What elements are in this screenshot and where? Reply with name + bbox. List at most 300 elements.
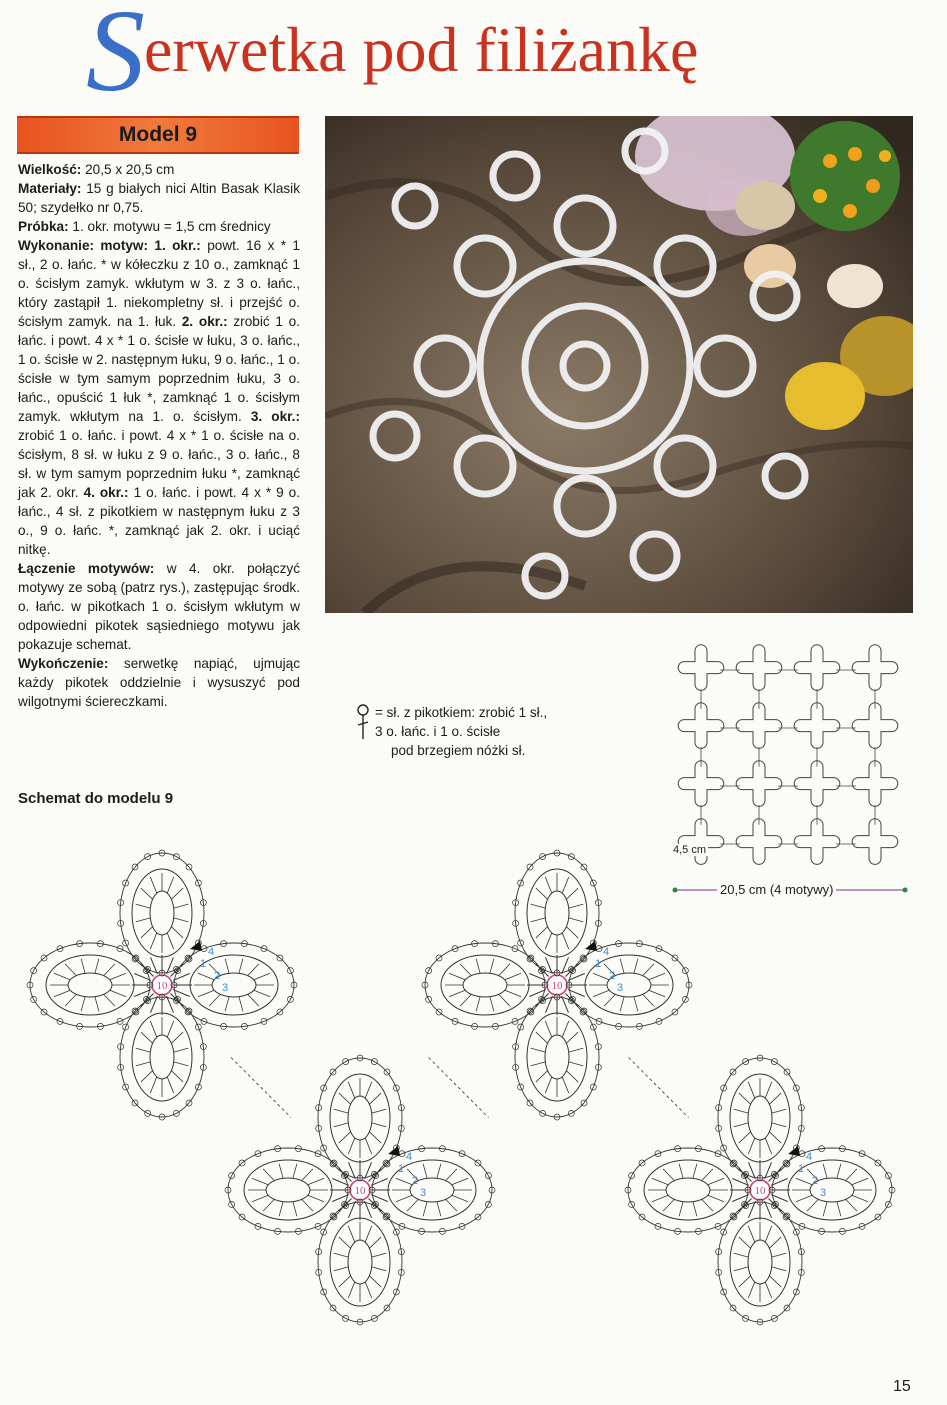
stitch xyxy=(652,1195,668,1202)
chart-motif xyxy=(225,1055,495,1325)
stitch xyxy=(545,877,552,893)
stitch xyxy=(768,1169,781,1182)
stitch xyxy=(748,1138,755,1154)
stitch xyxy=(566,888,578,899)
instruction-text: w 4. okr. połączyć motywy ze sobą (patrz rys.), zastępując środk. o. łańc. w pikotkach 1 o. ścisłym wkłutym w odpowiedni pikotek sąsiedniego motywu jak pokazuje schemat. xyxy=(18,561,300,652)
stitch xyxy=(734,1253,749,1257)
stitch xyxy=(369,1237,381,1248)
model-banner xyxy=(17,116,299,154)
stitch xyxy=(505,990,521,997)
stitch xyxy=(263,1169,274,1181)
stitch xyxy=(545,1021,552,1037)
stitch xyxy=(531,904,546,908)
stitch xyxy=(449,990,465,997)
stitch xyxy=(476,959,480,974)
stitch xyxy=(536,927,548,938)
stitch xyxy=(649,990,665,997)
stitch xyxy=(852,1178,868,1185)
petal-inner xyxy=(150,891,174,935)
stitch xyxy=(171,927,183,938)
start-arrow-icon xyxy=(585,941,597,951)
petal xyxy=(625,1146,751,1235)
petal xyxy=(316,1055,405,1181)
stitch xyxy=(734,1267,749,1271)
stitch xyxy=(407,1199,418,1211)
stitch xyxy=(796,1195,812,1202)
stitch xyxy=(369,1276,381,1287)
stitch xyxy=(531,1062,546,1066)
petal-inner xyxy=(150,1035,174,1079)
stitch xyxy=(823,1164,827,1179)
stitch xyxy=(110,990,126,997)
stitch xyxy=(334,1267,349,1271)
stitch xyxy=(136,1048,151,1052)
stitch xyxy=(837,1164,841,1179)
petal-inner xyxy=(748,1096,772,1140)
round-label: 1 xyxy=(798,1163,805,1175)
stitch xyxy=(566,1032,578,1043)
stitch xyxy=(536,964,549,977)
stitch xyxy=(708,1195,724,1202)
petal xyxy=(118,850,207,976)
round-label: 3 xyxy=(617,982,624,994)
stitch xyxy=(765,1082,772,1098)
stitch xyxy=(679,1202,683,1217)
stitch xyxy=(679,1164,683,1179)
legend-line-3: pod brzegiem nóżki sł. xyxy=(391,743,526,758)
petal xyxy=(566,941,692,1030)
stitch xyxy=(141,1071,153,1082)
instruction-text: zrobić 1 o. łańc. i powt. 4 x * 1 o. ścisłe na o. ścisłym, 8 sł. w łuku z 9 o. łańc., 3 o. łańc., 8 sł. w tym samym poprzednim łuku *, zamknąć jak 2. okr. xyxy=(18,428,300,500)
stitch xyxy=(248,964,259,976)
stitch xyxy=(652,1178,668,1185)
schemat-title: Schemat do modelu 9 xyxy=(18,790,174,807)
doily-photo xyxy=(325,116,913,613)
round-label: 4 xyxy=(208,946,215,958)
stitch xyxy=(348,1226,355,1242)
petal-inner xyxy=(348,1240,372,1284)
stitch xyxy=(339,1237,351,1248)
legend-line-2: 3 o. łańc. i 1 o. ścisłe xyxy=(375,724,501,739)
stitch xyxy=(765,1226,772,1242)
stitch xyxy=(279,1202,283,1217)
stitch xyxy=(536,993,549,1006)
layout-motif xyxy=(794,703,840,749)
layout-motif xyxy=(852,703,898,749)
stitch xyxy=(739,1093,751,1104)
stitch xyxy=(141,964,154,977)
instruction-heading: Wielkość: xyxy=(18,162,82,177)
stitch xyxy=(693,1202,697,1217)
round-label: 1 xyxy=(200,958,207,970)
stitch xyxy=(593,990,609,997)
total-size-label: 20,5 cm (4 motywy) xyxy=(717,882,836,897)
stitch xyxy=(562,933,569,949)
stitch xyxy=(293,1164,297,1179)
model-label: Model 9 xyxy=(118,123,198,146)
stitch xyxy=(263,1199,274,1211)
instruction-text: zrobić 1 o. łańc. i powt. 4 x * 1 o. ścisłe w łuku, 3 o. łańc., 1 o. ścisłe w 2. następnym łuku, 9 o. łańc., 1 o. ścisłe w tym samym poprzednim łuku, 3 o. łańc., opuścić 1 łuk *, zamknąć 1 o. ścisłym zamyk. wkłutym na 1. o. ścisłym. xyxy=(18,314,300,424)
join-chain xyxy=(231,1058,291,1118)
stitch xyxy=(293,1202,297,1217)
stitch xyxy=(452,1178,468,1185)
stitch xyxy=(663,1169,674,1181)
stitch xyxy=(167,877,174,893)
start-arrow-icon xyxy=(190,941,202,951)
stitch xyxy=(499,964,510,976)
stitch xyxy=(649,973,665,980)
stitch xyxy=(252,1195,268,1202)
instruction-text: 1 o. łańc. i powt. 4 x * 9 o. łańc., 4 sł. z pikotkiem w następnym łuku z 3 o., 9 o. łańc. *, zamknąć jak 2. okr. i uciąć nitkę. xyxy=(18,485,301,557)
stitch xyxy=(772,1253,787,1257)
instruction-text: powt. 16 x * 1 sł., 2 o. łańc. * w kółeczku z 10 o., zamknąć 1 o. ścisłym zamyk. wkłutym w 3. z 3 o. łańc., który zastąpił 1. niekompletny sł. i przejść o. ścisłym zamyk. na 1. łuk. xyxy=(18,238,300,329)
stitch xyxy=(339,1093,351,1104)
stitch xyxy=(748,1282,755,1298)
stitch xyxy=(536,1032,548,1043)
instruction-heading: Łączenie motywów: xyxy=(18,561,155,576)
stitch xyxy=(170,964,183,977)
stitch xyxy=(302,1199,313,1211)
legend-line-1: = sł. z pikotkiem: zrobić 1 sł., xyxy=(375,705,548,720)
chart-motif xyxy=(625,1055,895,1325)
stitch xyxy=(81,997,85,1012)
petal-inner xyxy=(748,1240,772,1284)
stitch xyxy=(334,1253,349,1257)
stitch xyxy=(170,993,183,1006)
stitch xyxy=(562,1077,569,1093)
picot-stitch-icon xyxy=(355,703,373,743)
page-title xyxy=(86,0,846,116)
center-label: 10 xyxy=(354,1185,366,1197)
stitch xyxy=(562,1021,569,1037)
round-label: 3 xyxy=(820,1187,827,1199)
petal-inner xyxy=(545,891,569,935)
stitch xyxy=(308,1178,324,1185)
stitch xyxy=(167,933,174,949)
start-arrow-icon xyxy=(788,1146,800,1156)
stitch xyxy=(569,904,584,908)
stitch xyxy=(365,1226,372,1242)
round-label: 1 xyxy=(595,958,602,970)
stitch xyxy=(239,997,243,1012)
stitch xyxy=(339,1132,351,1143)
stitch xyxy=(748,1226,755,1242)
stitch xyxy=(505,973,521,980)
center-label: 10 xyxy=(551,980,563,992)
round-label: 1 xyxy=(398,1163,405,1175)
petal-inner xyxy=(68,973,112,997)
stitch xyxy=(368,1198,381,1211)
center-label: 10 xyxy=(754,1185,766,1197)
round-label: 4 xyxy=(806,1151,813,1163)
stitch xyxy=(254,973,270,980)
stitch xyxy=(95,997,99,1012)
stitch xyxy=(65,964,76,976)
stitch xyxy=(174,918,189,922)
stitch xyxy=(807,1199,818,1211)
stitch xyxy=(396,1178,412,1185)
instruction-heading: 2. okr.: xyxy=(181,314,228,329)
stitch xyxy=(368,1169,381,1182)
stitch xyxy=(348,1138,355,1154)
stitch xyxy=(734,1123,749,1127)
instruction-heading: Wykończenie: xyxy=(18,656,109,671)
stitch xyxy=(339,1169,352,1182)
stitch xyxy=(174,904,189,908)
stitch xyxy=(490,997,494,1012)
motif-size-label: 4,5 cm xyxy=(673,844,707,856)
stitch xyxy=(365,1138,372,1154)
stitch xyxy=(772,1123,787,1127)
stitch xyxy=(136,1062,151,1066)
stitch xyxy=(739,1237,751,1248)
stitch xyxy=(837,1202,841,1217)
round-label: 2 xyxy=(609,970,616,982)
stitch xyxy=(252,1178,268,1185)
stitch xyxy=(136,918,151,922)
stitch xyxy=(348,1082,355,1098)
layout-motif xyxy=(852,761,898,807)
stitch xyxy=(239,959,243,974)
stitch xyxy=(768,1198,781,1211)
stitch xyxy=(365,1082,372,1098)
stitch xyxy=(460,964,471,976)
stitch xyxy=(772,1109,787,1113)
stitch xyxy=(248,994,259,1006)
legend xyxy=(355,703,595,760)
stitch xyxy=(769,1093,781,1104)
stitch xyxy=(369,1093,381,1104)
stitch xyxy=(565,993,578,1006)
round-label: 3 xyxy=(420,1187,427,1199)
instruction-heading: 3. okr.: xyxy=(250,409,300,424)
petal xyxy=(316,1199,405,1325)
stitch xyxy=(54,973,70,980)
stitch xyxy=(171,888,183,899)
stitch xyxy=(565,964,578,977)
stitch xyxy=(225,959,229,974)
petal-inner xyxy=(545,1035,569,1079)
stitch xyxy=(449,973,465,980)
stitch xyxy=(531,918,546,922)
petal xyxy=(27,941,153,1030)
chart-motif xyxy=(27,850,297,1120)
stitch xyxy=(663,1199,674,1211)
layout-motif xyxy=(736,703,782,749)
stitch xyxy=(104,994,115,1006)
stitch xyxy=(852,1195,868,1202)
stitch xyxy=(141,1032,153,1043)
title-initial: S xyxy=(86,0,145,116)
stitch xyxy=(739,1132,751,1143)
stitch xyxy=(372,1123,387,1127)
instruction-heading: 4. okr.: xyxy=(83,485,129,500)
stitch xyxy=(198,990,214,997)
round-label: 2 xyxy=(214,970,221,982)
stitch xyxy=(769,1237,781,1248)
stitch xyxy=(708,1178,724,1185)
stitch xyxy=(562,877,569,893)
petal xyxy=(513,994,602,1120)
petal xyxy=(769,1146,895,1235)
petal xyxy=(716,1055,805,1181)
stitch xyxy=(437,1202,441,1217)
petal xyxy=(225,1146,351,1235)
petal-inner xyxy=(266,1178,310,1202)
stitch xyxy=(365,1282,372,1298)
petal xyxy=(171,941,297,1030)
round-label: 4 xyxy=(406,1151,413,1163)
join-chain xyxy=(629,1058,689,1118)
stitch xyxy=(174,1062,189,1066)
instruction-text: 1. okr. motywu = 1,5 cm średnicy xyxy=(68,219,271,234)
petal xyxy=(422,941,548,1030)
layout-motif xyxy=(736,645,782,691)
stitch xyxy=(150,877,157,893)
stitch xyxy=(423,1164,427,1179)
stitch xyxy=(171,1071,183,1082)
page-number: 15 xyxy=(893,1378,911,1395)
instruction-heading: Materiały: xyxy=(18,181,82,196)
stitch xyxy=(339,1198,352,1211)
stitch xyxy=(334,1109,349,1113)
stitch xyxy=(765,1282,772,1298)
stitch xyxy=(620,959,624,974)
stitch xyxy=(302,1169,313,1181)
stitch xyxy=(643,964,654,976)
stitch xyxy=(634,959,638,974)
start-arrow-icon xyxy=(388,1146,400,1156)
stitch xyxy=(604,994,615,1006)
join-chain xyxy=(429,1058,489,1118)
stitch xyxy=(545,933,552,949)
stitch xyxy=(437,1164,441,1179)
stitch xyxy=(150,933,157,949)
stitch xyxy=(566,1071,578,1082)
instruction-text: 20,5 x 20,5 cm xyxy=(81,162,175,177)
petal xyxy=(716,1199,805,1325)
petal-inner xyxy=(463,973,507,997)
chart-motif xyxy=(422,850,692,1120)
round-label: 4 xyxy=(603,946,610,958)
stitch xyxy=(846,1199,857,1211)
stitch xyxy=(536,888,548,899)
stitch xyxy=(460,994,471,1006)
stitch xyxy=(167,1077,174,1093)
stitch xyxy=(531,1048,546,1052)
stitch xyxy=(198,973,214,980)
stitch xyxy=(569,1062,584,1066)
stitch xyxy=(739,1276,751,1287)
stitch xyxy=(150,1021,157,1037)
layout-motif xyxy=(852,645,898,691)
stitch xyxy=(693,1164,697,1179)
stitch xyxy=(141,927,153,938)
stitch xyxy=(796,1178,812,1185)
stitch xyxy=(823,1202,827,1217)
stitch xyxy=(446,1169,457,1181)
stitch xyxy=(334,1123,349,1127)
stitch xyxy=(446,1199,457,1211)
layout-motif xyxy=(794,645,840,691)
stitch xyxy=(499,994,510,1006)
stitch xyxy=(150,1077,157,1093)
crochet-chart-svg xyxy=(0,815,947,1375)
stitch xyxy=(702,1199,713,1211)
layout-motif xyxy=(678,645,724,691)
stitch xyxy=(569,918,584,922)
stitch xyxy=(593,973,609,980)
stitch xyxy=(739,1198,752,1211)
stitch xyxy=(369,1132,381,1143)
stitch xyxy=(634,997,638,1012)
stitch xyxy=(348,1282,355,1298)
instruction-text: 15 g białych nici Altin Basak Klasik 50; szydełko nr 0,75. xyxy=(18,181,300,215)
stitch xyxy=(167,1021,174,1037)
round-label: 2 xyxy=(412,1175,419,1187)
stitch xyxy=(536,1071,548,1082)
stitch xyxy=(765,1138,772,1154)
instruction-heading: Wykonanie: motyw: 1. okr.: xyxy=(18,238,201,253)
stitch xyxy=(209,994,220,1006)
stitch xyxy=(569,1048,584,1052)
stitch xyxy=(141,993,154,1006)
stitch xyxy=(104,964,115,976)
stitch xyxy=(372,1253,387,1257)
stitch xyxy=(339,1276,351,1287)
petal xyxy=(369,1146,495,1235)
stitch xyxy=(620,997,624,1012)
instruction-heading: Próbka: xyxy=(18,219,69,234)
instructions-text xyxy=(18,160,300,711)
layout-motif xyxy=(678,761,724,807)
stitch xyxy=(702,1169,713,1181)
stitch xyxy=(566,927,578,938)
stitch xyxy=(769,1276,781,1287)
title-text: erwetka pod filiżankę xyxy=(144,14,699,85)
instruction-text: serwetkę napiąć, ujmując każdy pikotek oddzielnie i wysuszyć pod wilgotnymi ściereczkami. xyxy=(18,656,300,709)
stitch xyxy=(308,1195,324,1202)
stitch xyxy=(490,959,494,974)
stitch xyxy=(171,1032,183,1043)
round-label: 3 xyxy=(222,982,229,994)
stitch xyxy=(110,973,126,980)
stitch xyxy=(423,1202,427,1217)
round-label: 2 xyxy=(812,1175,819,1187)
stitch xyxy=(396,1195,412,1202)
stitch xyxy=(372,1109,387,1113)
stitch xyxy=(141,888,153,899)
stitch xyxy=(476,997,480,1012)
doily-photo-image xyxy=(325,116,913,613)
petal-inner xyxy=(666,1178,710,1202)
petal-inner xyxy=(348,1096,372,1140)
stitch xyxy=(95,959,99,974)
center-label: 10 xyxy=(156,980,168,992)
layout-motif xyxy=(736,761,782,807)
stitch xyxy=(769,1132,781,1143)
stitch xyxy=(254,990,270,997)
stitch xyxy=(739,1169,752,1182)
stitch xyxy=(54,990,70,997)
petal xyxy=(513,850,602,976)
layout-motif xyxy=(678,703,724,749)
stitch xyxy=(279,1164,283,1179)
stitch xyxy=(174,1048,189,1052)
stitch xyxy=(772,1267,787,1271)
stitch xyxy=(136,904,151,908)
stitch xyxy=(734,1109,749,1113)
